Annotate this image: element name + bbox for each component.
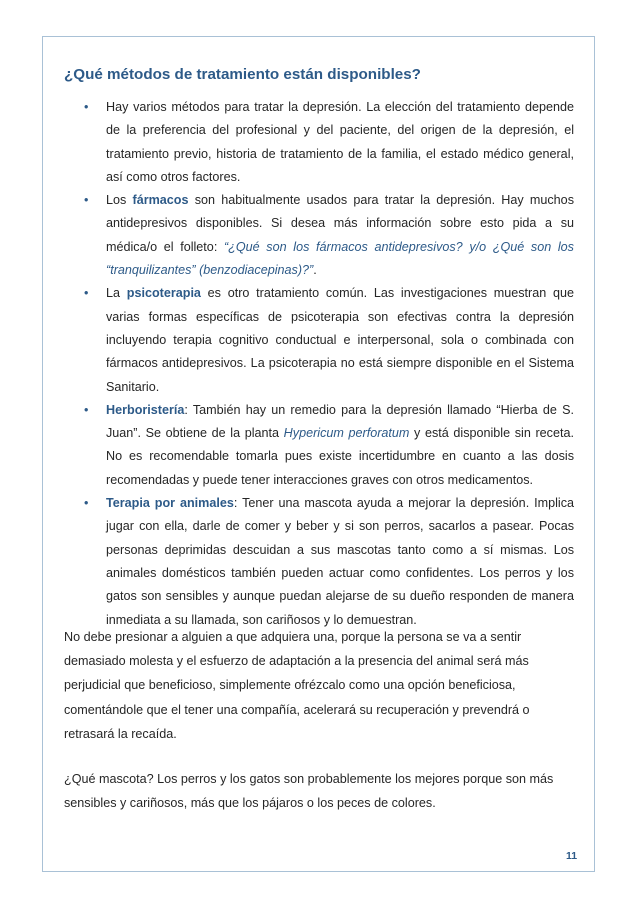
bullet-icon: • [84,402,89,417]
item-text-pre: Los [106,193,133,208]
bullet-icon: • [84,286,89,301]
item-text-post: . [313,263,317,278]
bullet-icon: • [84,100,89,114]
list-item [66,399,574,492]
item-text-mid: son habitualmente usados para tratar la depresión. Hay muchos antidepresivos disponibles. Si desea más información sobre esto pida a su médica/o el folleto: [106,193,574,254]
list-item [66,492,574,632]
item-text: Hay varios métodos para tratar la depresión. La elección del tratamiento depende de la preferencia del profesional y del paciente, del origen de la depresión, el tratamiento previo, historia de tratamiento de la familia, el estado médico general, así como otros factores. [106,100,574,184]
item-text-post: es otro tratamiento común. Las investigaciones muestran que varias formas específicas de psicoterapia son efectivas contra la depresión incluyendo terapia cognitivo conductual e interpersonal, sola o combinada con fármacos antidepresivos. La psicoterapia no está siempre disponible en el Sistema Sanitario. [106,286,575,394]
plant-name: Hypericum perforatum [283,426,410,441]
body-paragraph: ¿Qué mascota? Los perros y los gatos son probablemente los mejores porque son más sensibles y cariñosos, más que los pájaros o los peces de colores. [64,772,554,811]
list-item [66,282,574,398]
item-text-post: : Tener una mascota ayuda a mejorar la depresión. Implica jugar con ella, darle de comer y beber y si son perros, sacarlos a pasear. Pocas personas deprimidas descuidan a sus mascotas tanto como a sí mismas. Los animales domésticos también pueden actuar como confidentes. Los perros y los gatos son sensibles y aunque puedan alejarse de su dueño responden de manera inmediata a su llamada, son cariñosos y lo demuestran. [106,496,574,627]
section-heading: ¿Qué métodos de tratamiento están disponibles? [64,66,421,83]
item-text-mid: : También hay un remedio para la depresión llamado “Hierba de S. Juan”. Se obtiene de la planta [106,402,574,441]
item-keyword: Terapia por animales [106,496,234,511]
booklet-title: “¿Qué son los fármacos antidepresivos? y/o ¿Qué son los “tranquilizantes” (benzodiacepinas)?” [106,239,574,278]
bullet-icon: • [84,193,89,208]
item-keyword: Herboristería [106,402,185,417]
treatment-list [66,96,574,632]
item-keyword: psicoterapia [126,286,201,301]
list-item [66,189,574,282]
body-paragraph: No debe presionar a alguien a que adquiera una, porque la persona se va a sentir demasiado molesta y el esfuerzo de adaptación a la presencia del animal será más perjudicial que beneficioso, simplemente ofrézcalo como una opción beneficiosa, comentándole que el tener una compañía, acelerará su recuperación y prevendrá o retrasará la recaída. [64,630,530,741]
page-number: 11 [566,850,578,862]
bullet-icon: • [84,496,89,511]
item-text-pre: La [106,286,127,301]
list-item [66,96,574,189]
item-text-post: y está disponible sin receta. No es recomendable tomarla pues existe incertidumbre en cuanto a las dosis recomendadas y puede tener interacciones graves con otros medicamentos. [106,426,574,487]
item-keyword: fármacos [132,193,189,208]
